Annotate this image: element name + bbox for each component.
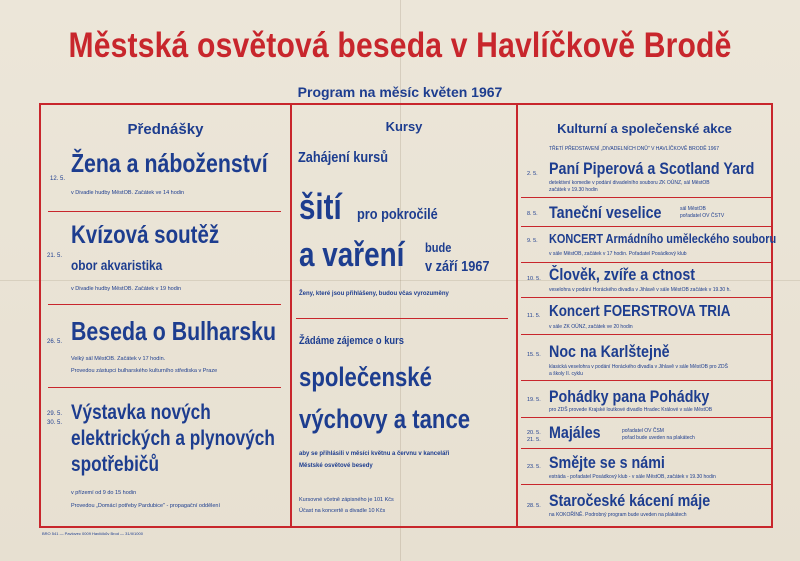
- lecture-title: Žena a náboženství: [71, 148, 268, 178]
- event-title: Paní Piperová a Scotland Yard: [549, 159, 755, 178]
- event-title: Noc na Karlštejně: [549, 342, 670, 361]
- lecture-detail: v Divadle hudby MěstOB. Začátek ve 14 hodin: [71, 190, 185, 196]
- lecture-date: 26. 5.: [47, 339, 63, 345]
- event-detail: estráda - pořadatel Posádkový klub - v sále MěstOB, začátek v 19.30 hodin: [549, 474, 716, 480]
- courses-cooking: a vaření: [299, 236, 405, 274]
- event-detail: pořadatel OV ČSTV: [680, 213, 725, 219]
- lecture-date: 21. 5.: [47, 253, 63, 259]
- lecture-detail: v přízemí od 9 do 15 hodin: [71, 490, 137, 496]
- courses-will-be: bude: [425, 240, 452, 255]
- event-detail: veselohra v podání Horáckého divadla v Jihlavě v sále MěstOB začátek v 19.30 h.: [549, 287, 731, 293]
- lecture-subtitle: obor akvaristika: [71, 257, 163, 273]
- poster-title: Městská osvětová beseda v Havlíčkově Brodě: [68, 26, 732, 65]
- courses-fee-line: Účast na koncertě a divadle 10 Kčs: [299, 508, 386, 514]
- courses-registered-note: Ženy, které jsou přihlášeny, budou včas vyrozuměny: [299, 291, 449, 297]
- lecture-date: 30. 5.: [47, 420, 63, 426]
- event-date: 11. 5.: [527, 313, 541, 319]
- event-separator: [521, 262, 771, 263]
- event-separator: [521, 334, 771, 335]
- event-title: Taneční veselice: [549, 203, 662, 222]
- lecture-detail: v Divadle hudby MěstOB. Začátek v 19 hodin: [71, 286, 182, 292]
- event-detail: pro ZDŠ provede Krajské loutkové divadlo Hradec Králové v sále MěstOB: [549, 407, 713, 413]
- lecture-detail: Provedou „Domácí potřeby Pardubice" - propagační oddělení: [71, 503, 221, 509]
- event-date: 19. 5.: [527, 397, 541, 403]
- event-separator: [521, 226, 771, 227]
- courses-invite: Žádáme zájemce o kurs: [299, 335, 404, 347]
- culture-intro: TŘETÍ PŘEDSTAVENÍ „DIVADELNÍCH DNŮ" V HAVLÍČKOVĚ BRODĚ 1967: [549, 146, 720, 152]
- event-separator: [521, 380, 771, 381]
- event-date: 15. 5.: [527, 352, 541, 358]
- courses-social-line: společenské: [299, 362, 432, 392]
- courses-apply-line: aby se přihlásili v měsíci květnu a červnu v kanceláři: [299, 451, 450, 457]
- courses-sewing: šití: [299, 186, 342, 227]
- event-date: 8. 5.: [527, 211, 538, 217]
- courses-heading: Kursy: [385, 119, 423, 134]
- courses-september: v září 1967: [425, 258, 490, 275]
- event-detail: sál MěstOB: [680, 206, 706, 212]
- poster-subtitle: Program na měsíc květen 1967: [297, 84, 503, 100]
- event-date: 21. 5.: [527, 437, 541, 443]
- lecture-separator: [48, 211, 281, 212]
- event-separator: [521, 297, 771, 298]
- courses-opening: Zahájení kursů: [298, 149, 388, 166]
- courses-social-line: výchovy a tance: [299, 404, 471, 434]
- event-detail: klasická veselohra v podání Horáckého divadla v Jihlavě v sále MěstOB pro ZDŠ: [549, 364, 728, 370]
- column-divider-left: [290, 103, 292, 528]
- lecture-detail: Provedou zástupci bulharského kulturního střediska v Praze: [71, 368, 218, 374]
- lecture-title-line: spotřebičů: [71, 453, 160, 476]
- lecture-detail: Velký sál MěstOB. Začátek v 17 hodin.: [71, 356, 166, 362]
- lecture-date: 29. 5.: [47, 411, 63, 417]
- culture-heading: Kulturní a společenské akce: [557, 121, 732, 136]
- event-date: 23. 5.: [527, 464, 541, 470]
- event-separator: [521, 197, 771, 198]
- print-note: BRO 541 — Pavlovec 0009 Havlíčkův Brod — 31/II/1000: [42, 531, 143, 536]
- event-detail: pořadatel OV ČSM: [622, 428, 664, 434]
- event-date: 2. 5.: [527, 171, 538, 177]
- lecture-title: Beseda o Bulharsku: [71, 316, 276, 346]
- event-detail: v sále MěstOB, začátek v 17 hodin. Pořadatel Posádkový klub: [549, 251, 687, 257]
- event-detail: detektivní komedie v podání divadelního souboru ZK OÚNZ, sál MěstOB: [549, 180, 710, 186]
- event-title: Koncert FOERSTROVA TRIA: [549, 303, 731, 320]
- event-title: Staročeské kácení máje: [549, 491, 711, 510]
- lecture-title-line: elektrických a plynových: [71, 427, 275, 450]
- lecture-separator: [48, 304, 281, 305]
- event-detail: začátek v 19.30 hodin: [549, 187, 598, 193]
- courses-apply-line: Městské osvětové besedy: [299, 463, 373, 469]
- event-detail: pořad bude uveden na plakátech: [622, 435, 695, 441]
- event-date: 10. 5.: [527, 276, 541, 282]
- event-separator: [521, 448, 771, 449]
- event-title: Člověk, zvíře a ctnost: [549, 265, 696, 284]
- event-date: 9. 5.: [527, 238, 538, 244]
- event-separator: [521, 417, 771, 418]
- lecture-title-line: Výstavka nových: [71, 401, 211, 424]
- event-title: Pohádky pana Pohádky: [549, 387, 710, 406]
- column-divider-right: [516, 103, 518, 528]
- lecture-title: Kvízová soutěž: [71, 221, 220, 249]
- event-separator: [521, 484, 771, 485]
- event-title: KONCERT Armádního uměleckého souboru: [549, 231, 777, 246]
- event-date: 28. 5.: [527, 503, 541, 509]
- event-detail: v sále ZK OÚNZ, začátek ve 20 hodin: [549, 324, 633, 330]
- lecture-separator: [48, 387, 281, 388]
- lecture-date: 12. 5.: [50, 176, 66, 182]
- courses-advanced: pro pokročilé: [357, 206, 438, 223]
- event-detail: a školy II. cyklu: [549, 371, 583, 377]
- courses-fee-line: Kursovné včetně zápisného je 101 Kčs: [299, 497, 394, 503]
- courses-separator: [296, 318, 508, 319]
- event-title: Majáles: [549, 423, 601, 442]
- event-detail: na KOKOŘÍNĚ. Podrobný program bude uveden na plakátech: [549, 512, 687, 518]
- event-title: Smějte se s námi: [549, 453, 665, 472]
- lectures-heading: Přednášky: [127, 121, 204, 138]
- event-date: 20. 5.: [527, 430, 541, 436]
